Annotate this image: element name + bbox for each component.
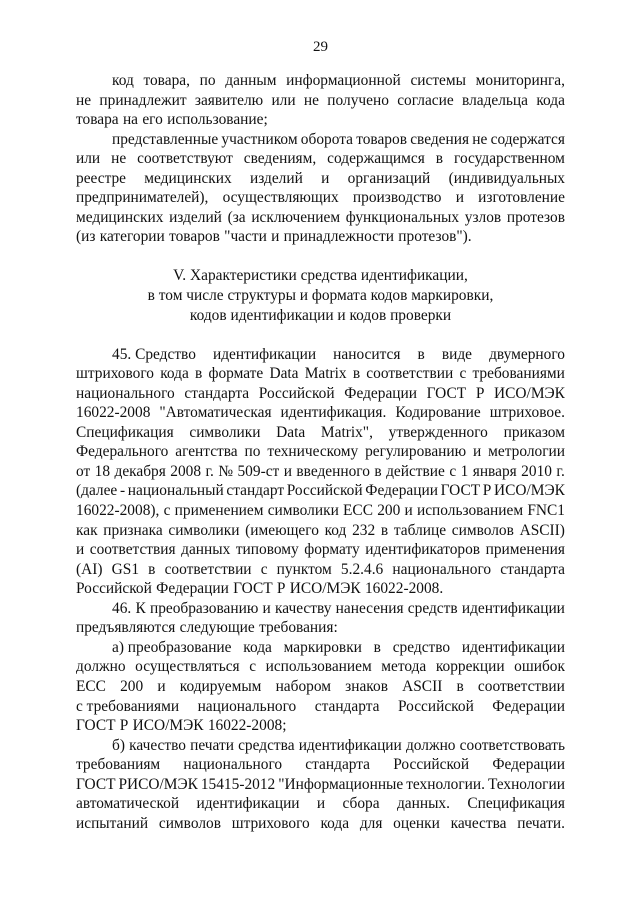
word: Data bbox=[276, 423, 306, 441]
text-line bbox=[76, 91, 565, 111]
text-line bbox=[76, 110, 565, 130]
word: в bbox=[380, 521, 389, 539]
word: ASCII) bbox=[519, 521, 565, 539]
word: должно bbox=[76, 658, 126, 676]
word: г. bbox=[205, 462, 214, 480]
word: и bbox=[404, 502, 413, 520]
word: Р bbox=[482, 482, 492, 500]
word: использование; bbox=[167, 111, 268, 129]
word: символов bbox=[451, 521, 514, 539]
text-line bbox=[76, 130, 565, 150]
text-line bbox=[76, 423, 565, 443]
word: данных. bbox=[396, 795, 450, 813]
word: функциональных bbox=[345, 208, 460, 226]
word: предъявляются bbox=[76, 619, 176, 637]
word: Федерации bbox=[156, 580, 229, 598]
word: метрологии bbox=[488, 443, 565, 461]
text-line bbox=[76, 814, 565, 834]
word: печати bbox=[190, 736, 234, 754]
word: (за bbox=[227, 208, 246, 226]
word: виде bbox=[441, 345, 472, 363]
word: средства bbox=[238, 736, 295, 754]
text-line bbox=[76, 638, 565, 658]
document-body bbox=[76, 71, 565, 833]
word: сведения bbox=[410, 130, 470, 148]
word: ошибок bbox=[514, 658, 565, 676]
word: качества bbox=[450, 814, 507, 832]
word: данным bbox=[225, 72, 277, 89]
word: изделий bbox=[249, 169, 303, 187]
word: К bbox=[135, 599, 146, 617]
word: следующие bbox=[179, 619, 255, 637]
word: печати. bbox=[517, 814, 565, 832]
text-line bbox=[76, 169, 565, 189]
word: "части bbox=[224, 228, 267, 246]
word: код bbox=[112, 72, 134, 89]
text-line bbox=[76, 618, 565, 638]
word: № bbox=[218, 462, 234, 480]
word: осуществляющих bbox=[222, 189, 339, 207]
word: ЕСС bbox=[76, 677, 106, 695]
word: и bbox=[76, 541, 85, 559]
word: стандарта bbox=[184, 384, 250, 402]
word: техническому bbox=[267, 443, 359, 461]
text-line bbox=[76, 149, 565, 169]
word: кодируемым bbox=[179, 677, 262, 695]
word: как bbox=[76, 521, 98, 539]
word: ГОСТ bbox=[76, 717, 116, 735]
heading-line bbox=[76, 266, 565, 286]
word: штрихового bbox=[76, 365, 154, 383]
word: идентификаторов bbox=[365, 541, 481, 559]
word: в bbox=[435, 150, 444, 168]
word: идентификации bbox=[212, 345, 317, 363]
word: формату bbox=[304, 541, 360, 559]
word: содержатся bbox=[490, 130, 565, 148]
word: товара, bbox=[143, 72, 190, 89]
text-line bbox=[76, 540, 565, 560]
word: соответствуют bbox=[137, 150, 233, 168]
word: в bbox=[195, 365, 203, 383]
word: данных bbox=[181, 541, 231, 559]
word: испытаний bbox=[76, 814, 149, 832]
word: кода bbox=[320, 814, 350, 832]
text-line bbox=[76, 599, 565, 619]
word: метода bbox=[381, 658, 427, 676]
word: средств bbox=[407, 599, 458, 617]
word: категории bbox=[99, 228, 165, 246]
word: Р bbox=[119, 717, 129, 735]
word: государственном bbox=[454, 150, 565, 168]
paragraph bbox=[76, 599, 565, 638]
word: символики bbox=[189, 423, 261, 441]
word: действие bbox=[386, 462, 445, 480]
text-line bbox=[76, 227, 565, 247]
text-line bbox=[76, 794, 565, 814]
word: нанесения bbox=[335, 599, 404, 617]
word: 509-ст bbox=[237, 462, 280, 480]
text-line bbox=[76, 384, 565, 404]
word: соответствии bbox=[477, 677, 565, 695]
word: Российской bbox=[76, 580, 152, 598]
word: производство bbox=[352, 189, 442, 207]
word: Федерального bbox=[76, 443, 169, 461]
text-line bbox=[76, 677, 565, 697]
text-line bbox=[76, 775, 565, 795]
word: 2010 bbox=[521, 462, 552, 480]
word: национального bbox=[197, 697, 297, 715]
text-line bbox=[76, 501, 565, 521]
word: Российской bbox=[258, 384, 335, 402]
word: FNC1 bbox=[527, 502, 565, 520]
section-heading bbox=[76, 266, 565, 325]
word: 232 bbox=[352, 521, 376, 539]
word: товаров bbox=[356, 130, 407, 148]
word: код bbox=[324, 521, 347, 539]
text-line bbox=[76, 521, 565, 541]
word: владельца bbox=[462, 91, 529, 109]
word: ЕСС bbox=[343, 502, 373, 520]
word: или bbox=[76, 150, 101, 168]
word: "Информационные bbox=[278, 775, 404, 793]
word: содержащимся bbox=[327, 150, 425, 168]
word: соответствия bbox=[89, 541, 176, 559]
word: осуществляться bbox=[135, 658, 240, 676]
word: формате bbox=[208, 365, 264, 383]
word: не bbox=[111, 150, 127, 168]
word: и bbox=[316, 795, 326, 813]
word: маркировки bbox=[283, 638, 362, 656]
word: в bbox=[352, 365, 361, 383]
word: (индивидуальных bbox=[448, 169, 565, 187]
word: товара bbox=[76, 111, 119, 129]
word: преобразованию bbox=[149, 599, 259, 617]
text-line bbox=[76, 657, 565, 677]
word: использованием bbox=[265, 658, 372, 676]
word: и bbox=[473, 443, 482, 461]
word: применением bbox=[174, 502, 264, 520]
heading-line bbox=[76, 286, 565, 306]
word: коррекции bbox=[435, 658, 505, 676]
word: ИСО/МЭК bbox=[289, 580, 361, 598]
word: Федерации bbox=[365, 482, 438, 500]
word: 5.2.4.6 bbox=[340, 560, 384, 578]
word: декабря bbox=[114, 462, 166, 480]
word: ИСО/МЭК bbox=[494, 482, 565, 500]
word: Кодирование bbox=[395, 404, 481, 422]
text-line bbox=[76, 403, 565, 423]
paragraph bbox=[76, 130, 565, 247]
word: оборота bbox=[300, 130, 353, 148]
word: символики bbox=[267, 502, 339, 520]
word: информационной bbox=[286, 72, 401, 89]
word: соответствии bbox=[366, 365, 454, 383]
word: сбора bbox=[342, 795, 380, 813]
paragraph-gap bbox=[76, 247, 565, 267]
word: национальный bbox=[127, 482, 224, 500]
word: и bbox=[321, 169, 330, 187]
word: ИСО/МЭК bbox=[494, 384, 565, 402]
word: знаков bbox=[345, 677, 388, 695]
word: узлов bbox=[464, 208, 502, 226]
word: Российской bbox=[286, 482, 363, 500]
word: реестре bbox=[76, 169, 127, 187]
word: получено bbox=[327, 91, 389, 109]
word: заявителю bbox=[194, 91, 264, 109]
word: 16022-2008; bbox=[207, 717, 287, 735]
word: с bbox=[249, 658, 257, 676]
word: качеству bbox=[275, 599, 332, 617]
word: ASCII bbox=[402, 677, 443, 695]
heading-text: V. Характеристики средства идентификации, bbox=[173, 267, 468, 285]
paragraph bbox=[76, 71, 565, 130]
word: автоматической bbox=[76, 795, 180, 813]
word: набором bbox=[275, 677, 331, 695]
word: в bbox=[417, 345, 425, 363]
word: для bbox=[359, 814, 383, 832]
word: соответствии bbox=[164, 560, 252, 578]
word: 1 bbox=[460, 462, 469, 480]
word: участником bbox=[221, 130, 298, 148]
word: (из bbox=[76, 228, 96, 246]
word: пунктом bbox=[276, 560, 332, 578]
word: стандарт bbox=[226, 482, 285, 500]
word: (имеющего bbox=[245, 521, 319, 539]
word: согласие bbox=[397, 91, 454, 109]
word: введенного bbox=[296, 462, 370, 480]
word: 2008 bbox=[170, 462, 202, 480]
word: на bbox=[122, 111, 139, 129]
text-line bbox=[76, 579, 565, 599]
word: 200 bbox=[120, 677, 144, 695]
word: принадлежности bbox=[283, 228, 394, 246]
text-line bbox=[76, 188, 565, 208]
word: 16022-2008 bbox=[76, 404, 151, 422]
text-line bbox=[76, 208, 565, 228]
word: - bbox=[119, 482, 126, 500]
word: 15415-2012 bbox=[200, 775, 276, 793]
text-line bbox=[76, 716, 565, 736]
word: его bbox=[142, 111, 163, 129]
word: идентификации bbox=[461, 638, 565, 656]
paragraph-gap bbox=[76, 325, 565, 345]
word: с bbox=[163, 502, 171, 520]
word: штрихового bbox=[231, 814, 310, 832]
word: Data bbox=[269, 365, 299, 383]
word: качество bbox=[129, 736, 186, 754]
word: представленные bbox=[112, 130, 219, 148]
heading-line bbox=[76, 306, 565, 326]
word: Федерации bbox=[344, 384, 417, 402]
document-page bbox=[76, 0, 565, 905]
word: 18 bbox=[94, 462, 111, 480]
word: ГОСТ bbox=[233, 580, 273, 598]
word: Р bbox=[475, 384, 485, 402]
word: 16022-2008), bbox=[76, 502, 160, 520]
word: национального bbox=[183, 756, 283, 774]
word: от bbox=[76, 462, 91, 480]
word: в bbox=[456, 677, 464, 695]
word: Российской bbox=[393, 756, 470, 774]
word: Matrix", bbox=[320, 423, 373, 441]
word: ГОСТ bbox=[76, 775, 116, 793]
word: с bbox=[449, 462, 457, 480]
word: агентства bbox=[175, 443, 238, 461]
paragraph bbox=[76, 736, 565, 834]
text-line bbox=[76, 481, 565, 501]
word: изготовление bbox=[478, 189, 565, 207]
word: ИСО/МЭК bbox=[132, 717, 204, 735]
word: регулированию bbox=[365, 443, 467, 461]
word: протезов"). bbox=[398, 228, 472, 246]
word: мониторинга, bbox=[475, 72, 565, 89]
word: в bbox=[148, 560, 156, 578]
word: 200 bbox=[377, 502, 401, 520]
word: технологии. bbox=[406, 775, 485, 793]
word: а) преобразование bbox=[112, 638, 232, 656]
word: стандарта bbox=[500, 560, 565, 578]
word: Федерации bbox=[492, 697, 565, 715]
word: б) bbox=[112, 736, 125, 754]
word: протезов bbox=[506, 208, 565, 226]
word: идентификации bbox=[461, 599, 565, 617]
word: GS1 bbox=[111, 560, 140, 578]
word: приказом bbox=[503, 423, 565, 441]
word: и bbox=[271, 228, 280, 246]
word: символики bbox=[168, 521, 240, 539]
heading-text: кодов идентификации и кодов проверки bbox=[189, 306, 452, 324]
word: применения bbox=[485, 541, 565, 559]
word: сведениям, bbox=[243, 150, 317, 168]
word: типовому bbox=[235, 541, 299, 559]
word: признака bbox=[103, 521, 163, 539]
word: с требованиями bbox=[76, 697, 180, 715]
text-line bbox=[76, 736, 565, 756]
word: по bbox=[244, 443, 261, 461]
text-line bbox=[76, 462, 565, 482]
word: требования: bbox=[259, 619, 338, 637]
word: Российской bbox=[397, 697, 474, 715]
word: кода bbox=[536, 91, 565, 109]
word: ГОСТ bbox=[426, 384, 467, 402]
word: г. bbox=[556, 462, 565, 480]
word: или bbox=[271, 91, 296, 109]
text-line bbox=[76, 71, 565, 91]
word: национального bbox=[76, 384, 175, 402]
word: стандарта bbox=[314, 697, 380, 715]
text-line bbox=[76, 442, 565, 462]
word: организаций bbox=[347, 169, 431, 187]
word: штриховое. bbox=[489, 404, 565, 422]
word: не bbox=[303, 91, 319, 109]
word: идентификации bbox=[298, 736, 402, 754]
paragraph bbox=[76, 345, 565, 599]
word: (AI) bbox=[76, 560, 103, 578]
word: не bbox=[472, 130, 488, 148]
word: (далее bbox=[76, 482, 118, 500]
word: оценки bbox=[393, 814, 440, 832]
word: утвержденного bbox=[388, 423, 488, 441]
page-number: 29 bbox=[313, 39, 328, 55]
word: изделий bbox=[169, 208, 222, 226]
word: "Автоматическая bbox=[159, 404, 272, 422]
word: и bbox=[455, 189, 464, 207]
word: Технологии bbox=[487, 775, 565, 793]
word: и bbox=[262, 599, 271, 617]
word: соответствовать bbox=[459, 736, 565, 754]
word: исключением bbox=[251, 208, 341, 226]
word: Спецификация bbox=[467, 795, 565, 813]
word: двумерного bbox=[489, 345, 565, 363]
word: медицинских bbox=[76, 208, 164, 226]
paragraph bbox=[76, 638, 565, 736]
word: 46. bbox=[112, 599, 132, 617]
word: Matrix bbox=[304, 365, 347, 383]
word: использованием bbox=[416, 502, 524, 520]
word: наносится bbox=[333, 345, 401, 363]
word: средство bbox=[392, 638, 451, 656]
word: национального bbox=[392, 560, 492, 578]
word: в bbox=[374, 462, 382, 480]
word: предпринимателей), bbox=[76, 189, 209, 207]
word: с bbox=[260, 560, 268, 578]
text-line bbox=[76, 345, 565, 365]
word: Федерации bbox=[492, 756, 565, 774]
word: кода bbox=[243, 638, 272, 656]
word: стандарта bbox=[305, 756, 371, 774]
word: Р bbox=[276, 580, 286, 598]
word: идентификации bbox=[196, 795, 300, 813]
word: и bbox=[157, 677, 166, 695]
word: не bbox=[76, 91, 92, 109]
word: символов bbox=[158, 814, 221, 832]
word: принадлежит bbox=[99, 91, 187, 109]
word: по bbox=[199, 72, 216, 89]
word: 16022-2008. bbox=[364, 580, 444, 598]
word: таблице bbox=[393, 521, 447, 539]
word: системы bbox=[410, 72, 466, 89]
word: должно bbox=[405, 736, 456, 754]
word: идентификация. bbox=[280, 404, 387, 422]
word: в bbox=[373, 638, 381, 656]
word: 45. Средство bbox=[112, 345, 196, 363]
word: товаров bbox=[169, 228, 220, 246]
word: требованиям bbox=[76, 756, 161, 774]
word: медицинских bbox=[144, 169, 232, 187]
word: Спецификация bbox=[76, 423, 174, 441]
word: с bbox=[459, 365, 467, 383]
text-line bbox=[76, 364, 565, 384]
heading-text: в том числе структуры и формата кодов маркировки, bbox=[147, 287, 494, 305]
text-line bbox=[76, 560, 565, 580]
word: января bbox=[472, 462, 517, 480]
word: РИСО/МЭК bbox=[118, 775, 198, 793]
text-line bbox=[76, 755, 565, 775]
word: и bbox=[283, 462, 292, 480]
word: требованиями bbox=[472, 365, 565, 383]
word: ГОСТ bbox=[440, 482, 481, 500]
word: кода bbox=[160, 365, 189, 383]
text-line bbox=[76, 697, 565, 717]
